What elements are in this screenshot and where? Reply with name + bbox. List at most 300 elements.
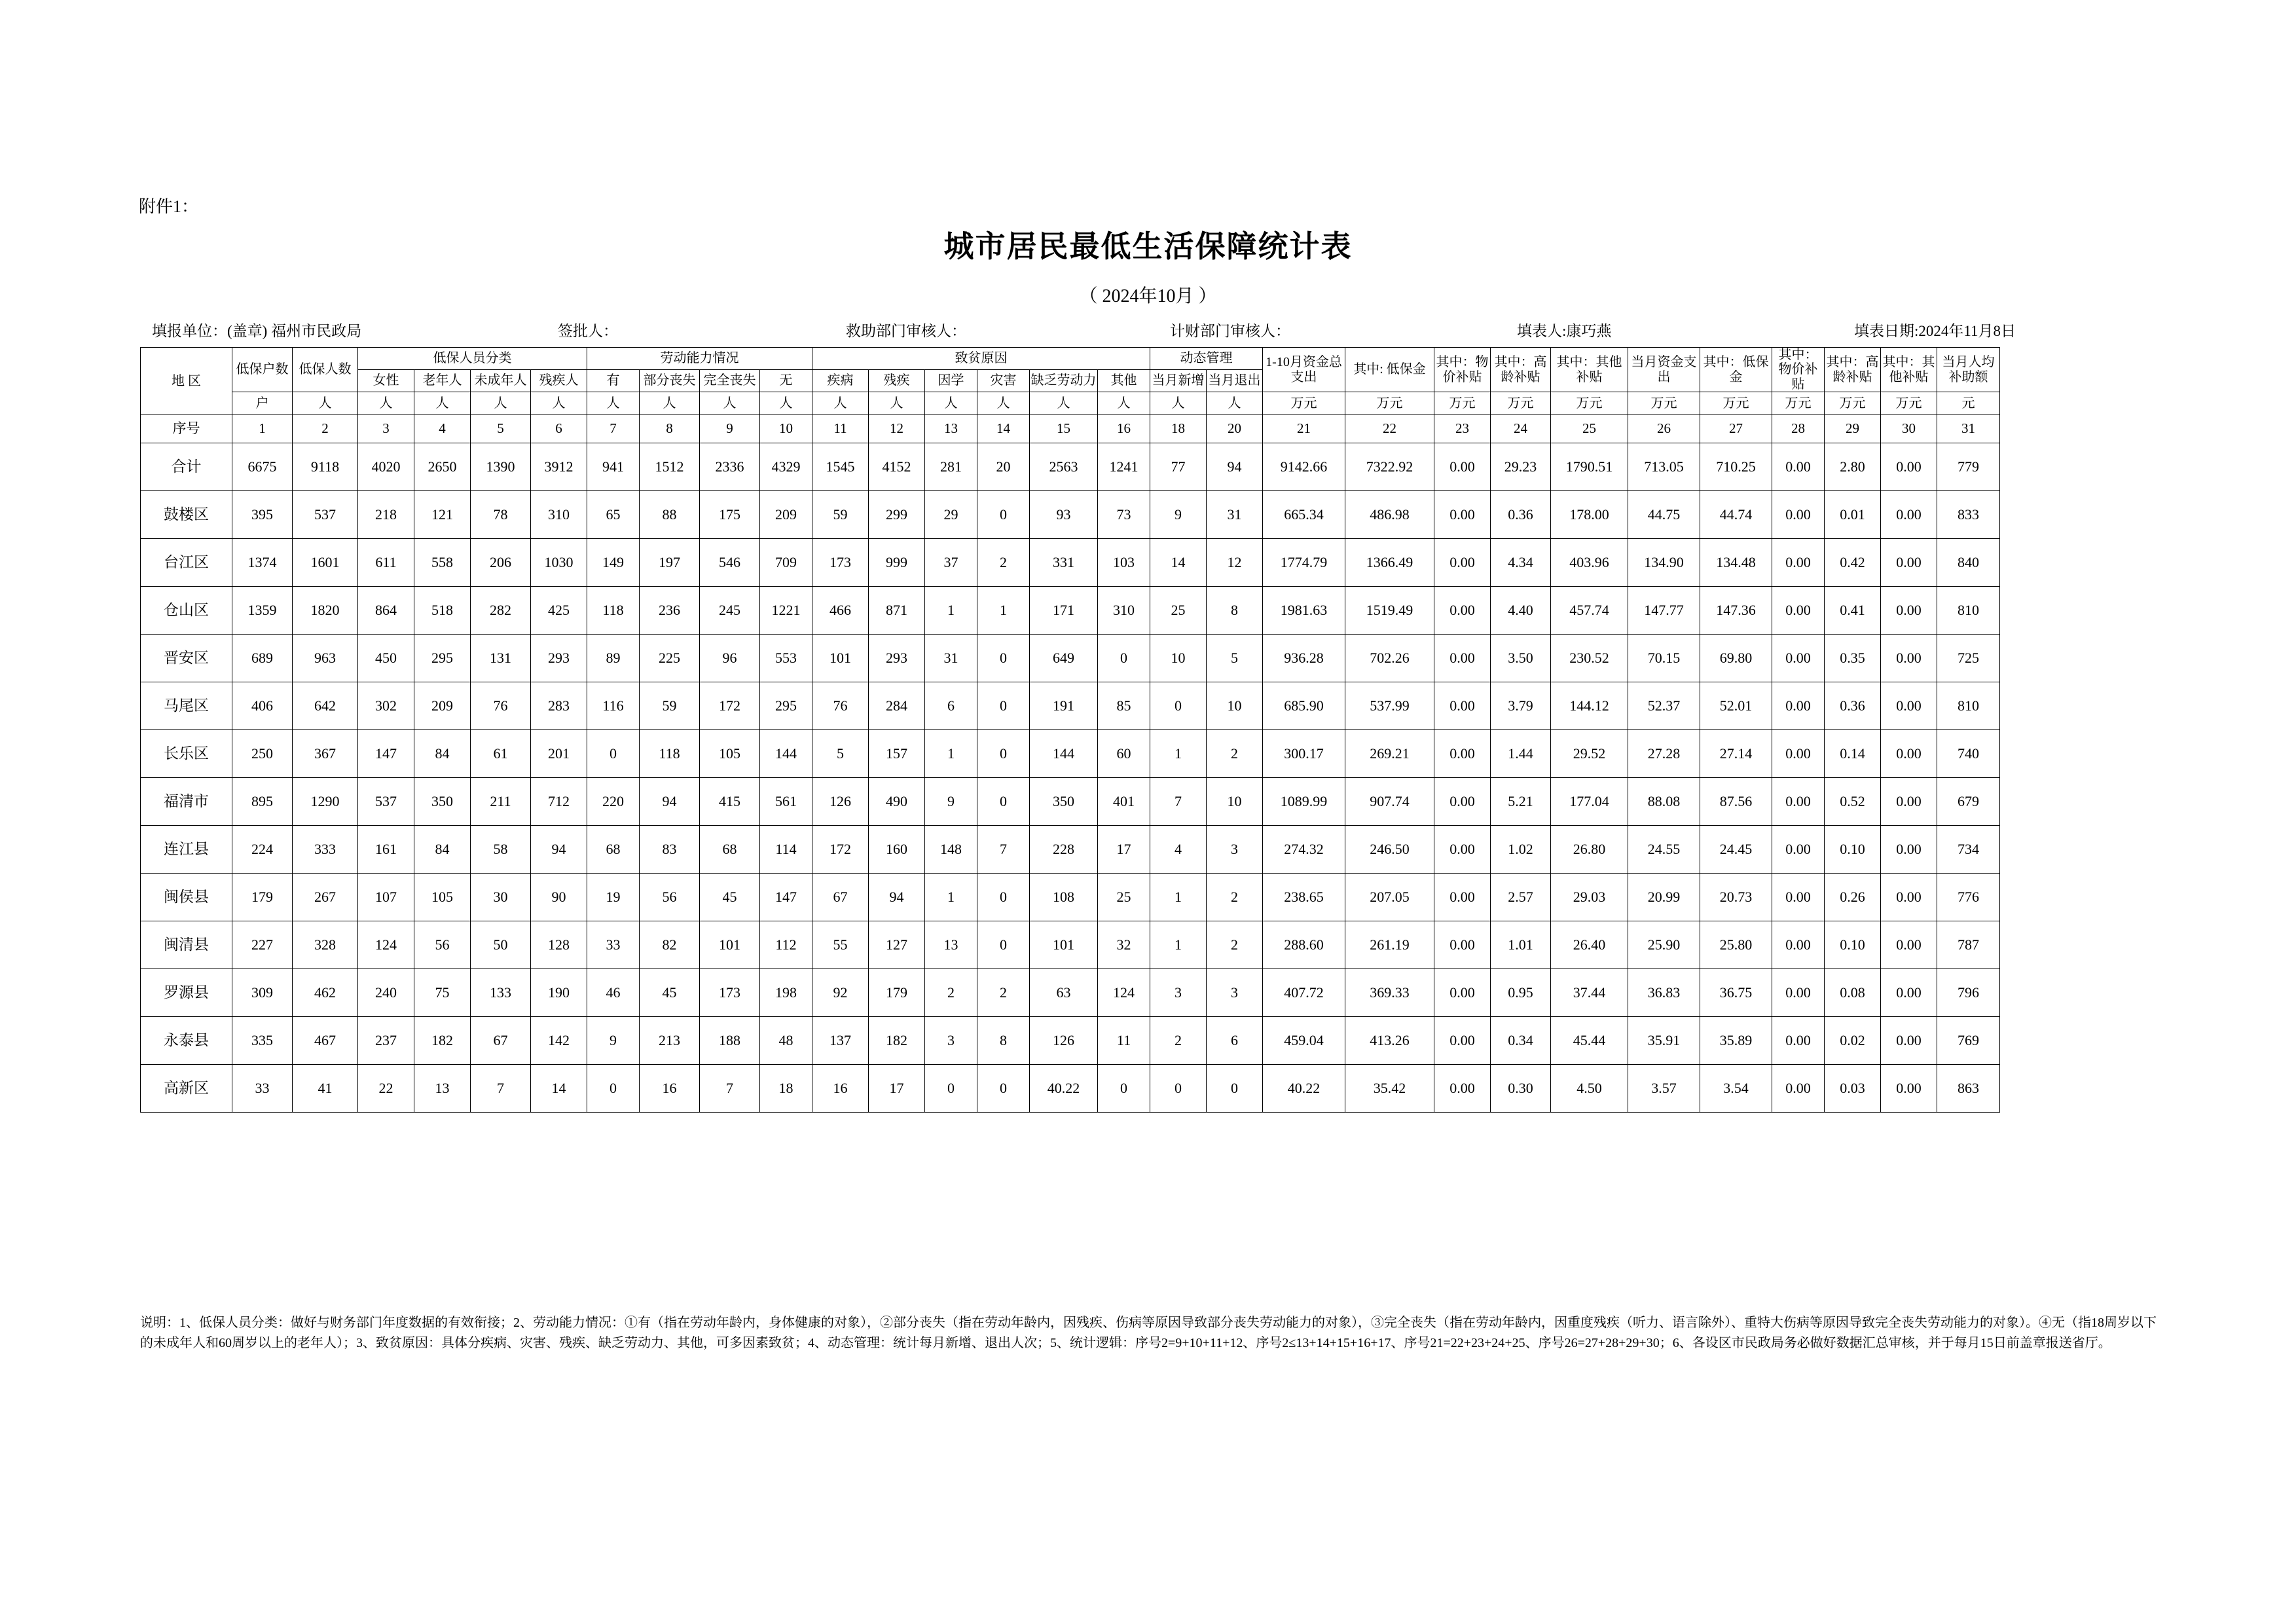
data-cell: 3.50 [1491,635,1551,682]
region-cell: 闽清县 [141,921,232,969]
page-subtitle: （ 2024年10月 ） [1079,286,1217,306]
sequence-number: 10 [760,415,812,443]
table-row [141,730,2000,778]
data-cell: 0.00 [1881,539,1937,587]
data-cell: 0.00 [1881,969,1937,1017]
region-cell: 马尾区 [141,682,232,730]
table-row [141,969,2000,1017]
data-cell: 299 [869,491,925,539]
data-cell: 5.21 [1491,778,1551,826]
sequence-number: 30 [1881,415,1937,443]
data-cell: 56 [414,921,471,969]
data-cell: 147 [358,730,414,778]
col-header-persons: 低保人数 [293,348,358,392]
unit-sub-basic: 万元 [1345,392,1434,415]
data-cell: 0 [977,730,1030,778]
data-cell: 679 [1937,778,2000,826]
sequence-row [141,415,2000,443]
table-row [141,874,2000,921]
data-cell: 87.56 [1700,778,1772,826]
data-cell: 0.00 [1881,443,1937,491]
data-cell: 415 [700,778,760,826]
data-cell: 69.80 [1700,635,1772,682]
col-header-month-other: 其中：其他补贴 [1881,348,1937,392]
data-cell: 1290 [293,778,358,826]
data-cell: 395 [232,491,293,539]
data-cell: 0.00 [1434,1065,1491,1113]
data-cell: 261.19 [1345,921,1434,969]
data-cell: 457.74 [1551,587,1628,635]
unit-labor-have: 人 [587,392,640,415]
data-cell: 1030 [531,539,587,587]
data-cell: 211 [471,778,531,826]
data-cell: 198 [760,969,812,1017]
data-cell: 734 [1937,826,2000,874]
data-cell: 2 [1207,921,1263,969]
data-cell: 14 [1150,539,1207,587]
unit-cause-illness: 人 [812,392,869,415]
col-header-month-expense: 当月资金支出 [1628,348,1700,392]
data-cell: 29.23 [1491,443,1551,491]
data-cell: 310 [1098,587,1150,635]
data-cell: 7 [977,826,1030,874]
data-cell: 67 [471,1017,531,1065]
data-cell: 459.04 [1263,1017,1345,1065]
data-cell: 350 [1030,778,1098,826]
data-cell: 1221 [760,587,812,635]
data-cell: 207.05 [1345,874,1434,921]
data-cell: 173 [700,969,760,1017]
unit-dynamic-exited: 人 [1207,392,1263,415]
data-cell: 148 [925,826,977,874]
data-cell: 740 [1937,730,2000,778]
sequence-number: 26 [1628,415,1700,443]
data-cell: 9 [587,1017,640,1065]
data-cell: 31 [925,635,977,682]
data-cell: 0.00 [1772,874,1825,921]
data-cell: 4020 [358,443,414,491]
data-cell: 0.00 [1881,682,1937,730]
data-cell: 18 [760,1065,812,1113]
data-cell: 269.21 [1345,730,1434,778]
table-row [141,635,2000,682]
data-cell: 1366.49 [1345,539,1434,587]
data-cell: 462 [293,969,358,1017]
col-header-cause-disaster: 灾害 [977,370,1030,392]
meta-row [152,319,2162,339]
data-cell: 44.74 [1700,491,1772,539]
data-cell: 230.52 [1551,635,1628,682]
table-row [141,826,2000,874]
data-cell: 96 [700,635,760,682]
data-cell: 267 [293,874,358,921]
data-cell: 0.00 [1434,635,1491,682]
data-cell: 46 [587,969,640,1017]
data-cell: 293 [531,635,587,682]
unit-elderly: 人 [414,392,471,415]
unit-labor-none: 人 [760,392,812,415]
data-cell: 4152 [869,443,925,491]
data-cell: 63 [1030,969,1098,1017]
data-cell: 350 [414,778,471,826]
sequence-number: 6 [531,415,587,443]
data-cell: 333 [293,826,358,874]
data-cell: 0.00 [1881,587,1937,635]
data-cell: 0.95 [1491,969,1551,1017]
data-cell: 26.40 [1551,921,1628,969]
data-cell: 173 [812,539,869,587]
data-cell: 37.44 [1551,969,1628,1017]
data-cell: 201 [531,730,587,778]
attachment-label: 附件1： [139,197,199,216]
data-cell: 213 [640,1017,700,1065]
data-cell: 0.00 [1881,491,1937,539]
data-cell: 999 [869,539,925,587]
data-cell: 0.00 [1434,1017,1491,1065]
data-cell: 0 [977,778,1030,826]
data-cell: 52.01 [1700,682,1772,730]
data-cell: 126 [1030,1017,1098,1065]
table-row [141,491,2000,539]
unit-cause-other: 人 [1098,392,1150,415]
data-cell: 84 [414,730,471,778]
unit-persons: 人 [293,392,358,415]
unit-sub-price: 万元 [1434,392,1491,415]
data-cell: 1 [925,874,977,921]
table-row [141,1065,2000,1113]
data-cell: 137 [812,1017,869,1065]
data-cell: 0.00 [1434,778,1491,826]
data-cell: 144 [1030,730,1098,778]
data-cell: 685.90 [1263,682,1345,730]
data-cell: 331 [1030,539,1098,587]
data-cell: 65 [587,491,640,539]
data-cell: 936.28 [1263,635,1345,682]
data-cell: 45.44 [1551,1017,1628,1065]
data-cell: 709 [760,539,812,587]
meta-finance-review: 计财部门审核人： [1170,323,1290,339]
data-cell: 710.25 [1700,443,1772,491]
col-header-dynamic-exited: 当月退出 [1207,370,1263,392]
data-cell: 6 [925,682,977,730]
sequence-number: 21 [1263,415,1345,443]
data-cell: 840 [1937,539,2000,587]
data-cell: 94 [1207,443,1263,491]
data-cell: 128 [531,921,587,969]
data-cell: 182 [414,1017,471,1065]
statistics-table [140,347,2000,1113]
data-cell: 0.00 [1434,539,1491,587]
data-cell: 0.03 [1825,1065,1881,1113]
region-cell: 鼓楼区 [141,491,232,539]
data-cell: 1.44 [1491,730,1551,778]
sequence-number: 15 [1030,415,1098,443]
data-cell: 712 [531,778,587,826]
sequence-number: 20 [1207,415,1263,443]
data-cell: 490 [869,778,925,826]
data-cell: 3.79 [1491,682,1551,730]
region-cell: 台江区 [141,539,232,587]
data-cell: 160 [869,826,925,874]
data-cell: 335 [232,1017,293,1065]
data-cell: 0.00 [1772,539,1825,587]
unit-month-elder: 万元 [1825,392,1881,415]
sequence-number: 16 [1098,415,1150,443]
data-cell: 537.99 [1345,682,1434,730]
col-header-households: 低保户数 [232,348,293,392]
data-cell: 0.00 [1772,730,1825,778]
data-cell: 10 [1207,778,1263,826]
data-cell: 29 [925,491,977,539]
data-cell: 67 [812,874,869,921]
data-cell: 2 [977,539,1030,587]
data-cell: 101 [1030,921,1098,969]
data-cell: 787 [1937,921,2000,969]
sequence-number: 2 [293,415,358,443]
data-cell: 309 [232,969,293,1017]
sequence-number: 12 [869,415,925,443]
data-cell: 2563 [1030,443,1098,491]
data-cell: 0.02 [1825,1017,1881,1065]
data-cell: 26.80 [1551,826,1628,874]
data-cell: 1512 [640,443,700,491]
data-cell: 6675 [232,443,293,491]
data-cell: 228 [1030,826,1098,874]
data-cell: 16 [640,1065,700,1113]
data-cell: 0.00 [1772,587,1825,635]
data-cell: 52.37 [1628,682,1700,730]
data-cell: 871 [869,587,925,635]
data-cell: 810 [1937,682,2000,730]
region-cell: 永泰县 [141,1017,232,1065]
data-cell: 4329 [760,443,812,491]
data-cell: 1.01 [1491,921,1551,969]
sequence-number: 13 [925,415,977,443]
data-cell: 0.00 [1772,1065,1825,1113]
data-cell: 553 [760,635,812,682]
col-header-sub-other: 其中：其他补贴 [1551,348,1628,392]
data-cell: 2 [1207,730,1263,778]
data-cell: 224 [232,826,293,874]
data-cell: 642 [293,682,358,730]
region-cell: 闽侯县 [141,874,232,921]
data-cell: 103 [1098,539,1150,587]
data-cell: 131 [471,635,531,682]
data-cell: 833 [1937,491,2000,539]
sequence-number: 29 [1825,415,1881,443]
data-cell: 11 [1098,1017,1150,1065]
data-cell: 112 [760,921,812,969]
data-cell: 0 [977,682,1030,730]
data-cell: 9118 [293,443,358,491]
data-cell: 88 [640,491,700,539]
data-cell: 0.00 [1434,587,1491,635]
data-cell: 76 [812,682,869,730]
data-cell: 124 [1098,969,1150,1017]
data-cell: 0.00 [1434,969,1491,1017]
data-cell: 9 [925,778,977,826]
data-cell: 713.05 [1628,443,1700,491]
data-cell: 5 [1207,635,1263,682]
data-cell: 537 [358,778,414,826]
data-cell: 55 [812,921,869,969]
data-cell: 0.00 [1772,491,1825,539]
meta-unit: 填报单位：(盖章) 福州市民政局 [152,323,362,339]
data-cell: 101 [812,635,869,682]
data-cell: 50 [471,921,531,969]
data-cell: 2 [1150,1017,1207,1065]
data-cell: 0.35 [1825,635,1881,682]
data-cell: 1601 [293,539,358,587]
data-cell: 0 [1098,1065,1150,1113]
data-cell: 8 [977,1017,1030,1065]
data-cell: 178.00 [1551,491,1628,539]
sequence-number: 11 [812,415,869,443]
data-cell: 0 [1098,635,1150,682]
data-cell: 209 [760,491,812,539]
data-cell: 48 [760,1017,812,1065]
data-cell: 1519.49 [1345,587,1434,635]
data-cell: 2.80 [1825,443,1881,491]
data-cell: 1981.63 [1263,587,1345,635]
data-cell: 310 [531,491,587,539]
data-cell: 25 [1150,587,1207,635]
data-cell: 0.00 [1772,443,1825,491]
data-cell: 0.00 [1434,443,1491,491]
data-cell: 29.03 [1551,874,1628,921]
data-cell: 0.00 [1881,921,1937,969]
data-cell: 3.54 [1700,1065,1772,1113]
data-cell: 425 [531,587,587,635]
sequence-number: 18 [1150,415,1207,443]
data-cell: 68 [587,826,640,874]
data-cell: 282 [471,587,531,635]
data-cell: 689 [232,635,293,682]
data-cell: 1359 [232,587,293,635]
data-cell: 101 [700,921,760,969]
sequence-number: 1 [232,415,293,443]
data-cell: 796 [1937,969,2000,1017]
data-cell: 75 [414,969,471,1017]
data-cell: 0 [587,730,640,778]
data-cell: 0.30 [1491,1065,1551,1113]
data-cell: 175 [700,491,760,539]
sequence-number: 25 [1551,415,1628,443]
data-cell: 367 [293,730,358,778]
data-cell: 114 [760,826,812,874]
data-cell: 144 [760,730,812,778]
data-cell: 0.10 [1825,921,1881,969]
data-cell: 0.00 [1881,826,1937,874]
data-cell: 29.52 [1551,730,1628,778]
unit-sub-other: 万元 [1551,392,1628,415]
col-header-female: 女性 [358,370,414,392]
data-cell: 1774.79 [1263,539,1345,587]
data-cell: 206 [471,539,531,587]
col-header-cause-illness: 疾病 [812,370,869,392]
col-header-cause-nolabor: 缺乏劳动力 [1030,370,1098,392]
data-cell: 0.00 [1772,635,1825,682]
col-header-month-elder: 其中：高龄补贴 [1825,348,1881,392]
data-cell: 25.90 [1628,921,1700,969]
unit-month-basic: 万元 [1700,392,1772,415]
data-cell: 1.02 [1491,826,1551,874]
region-cell: 连江县 [141,826,232,874]
data-cell: 4.40 [1491,587,1551,635]
data-cell: 0.26 [1825,874,1881,921]
data-cell: 68 [700,826,760,874]
data-cell: 118 [640,730,700,778]
data-cell: 245 [700,587,760,635]
table-row [141,1017,2000,1065]
sequence-number: 22 [1345,415,1434,443]
data-cell: 0.00 [1881,635,1937,682]
data-cell: 649 [1030,635,1098,682]
data-cell: 83 [640,826,700,874]
col-header-sub-price: 其中：物价补贴 [1434,348,1491,392]
data-cell: 144.12 [1551,682,1628,730]
data-cell: 0.14 [1825,730,1881,778]
data-cell: 537 [293,491,358,539]
unit-labor-partial: 人 [640,392,700,415]
data-cell: 0.00 [1772,682,1825,730]
data-cell: 105 [414,874,471,921]
data-cell: 0.00 [1881,1065,1937,1113]
data-cell: 118 [587,587,640,635]
data-cell: 1 [925,587,977,635]
table-row [141,587,2000,635]
data-cell: 45 [640,969,700,1017]
data-cell: 209 [414,682,471,730]
data-cell: 20.73 [1700,874,1772,921]
data-cell: 172 [700,682,760,730]
data-cell: 0.42 [1825,539,1881,587]
unit-cause-nolabor: 人 [1030,392,1098,415]
data-cell: 94 [640,778,700,826]
data-cell: 6 [1207,1017,1263,1065]
data-cell: 0 [1207,1065,1263,1113]
data-cell: 188 [700,1017,760,1065]
data-cell: 725 [1937,635,2000,682]
data-cell: 20 [977,443,1030,491]
data-cell: 1390 [471,443,531,491]
col-header-labor-full: 完全丧失 [700,370,760,392]
data-cell: 2336 [700,443,760,491]
region-cell: 晋安区 [141,635,232,682]
data-cell: 0 [977,491,1030,539]
data-cell: 147 [760,874,812,921]
data-cell: 36.75 [1700,969,1772,1017]
data-cell: 250 [232,730,293,778]
data-cell: 19 [587,874,640,921]
data-cell: 40.22 [1030,1065,1098,1113]
table-row [141,921,2000,969]
data-cell: 218 [358,491,414,539]
data-cell: 37 [925,539,977,587]
data-cell: 274.32 [1263,826,1345,874]
col-header-month-price: 其中：物价补贴 [1772,348,1825,392]
col-header-region: 地 区 [141,348,232,415]
data-cell: 76 [471,682,531,730]
data-cell: 1 [925,730,977,778]
data-cell: 864 [358,587,414,635]
data-cell: 35.91 [1628,1017,1700,1065]
data-cell: 60 [1098,730,1150,778]
data-cell: 127 [869,921,925,969]
data-cell: 0.00 [1434,682,1491,730]
data-cell: 88.08 [1628,778,1700,826]
data-cell: 56 [640,874,700,921]
